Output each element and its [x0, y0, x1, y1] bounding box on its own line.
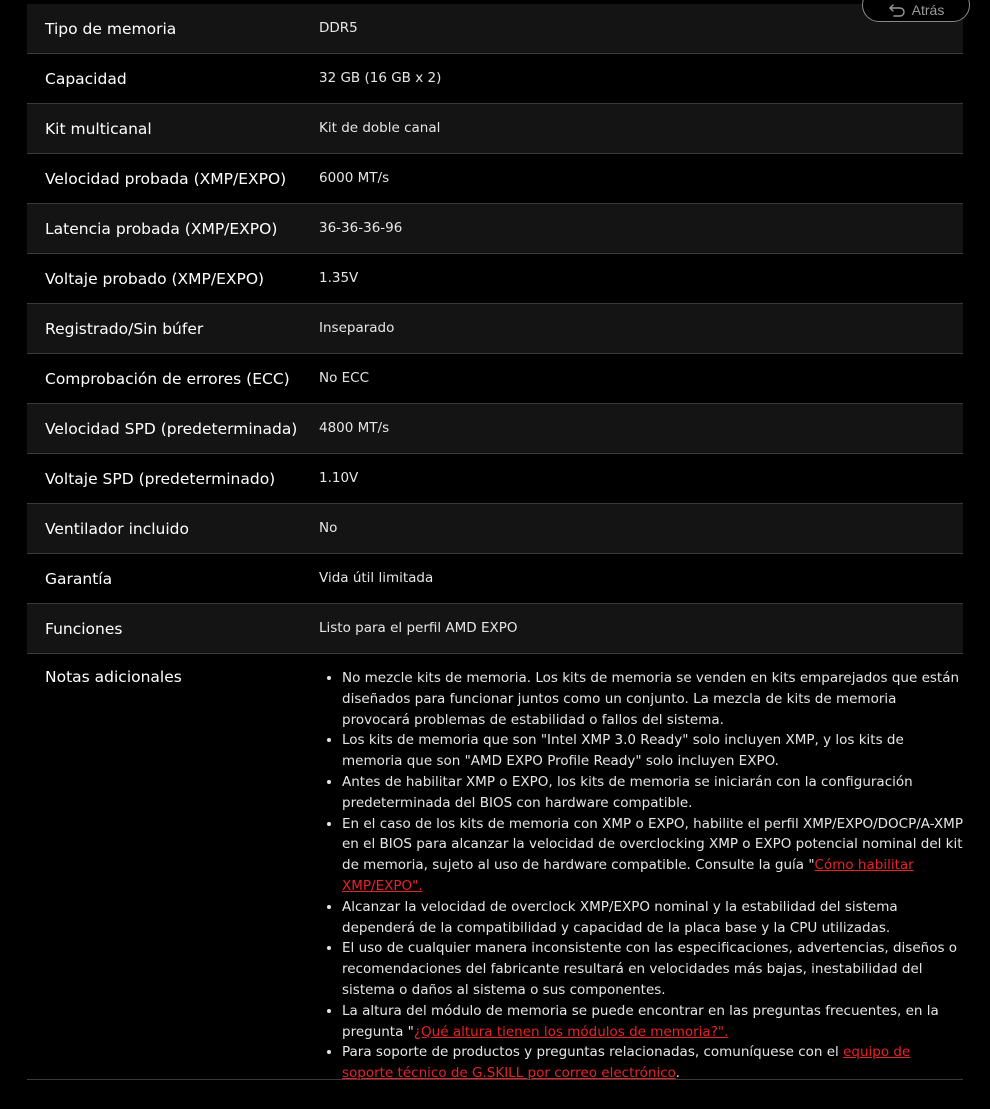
spec-value: 36-36-36-96 [319, 220, 403, 236]
spec-label: Latencia probada (XMP/EXPO) [45, 220, 278, 238]
spec-value: Listo para el perfil AMD EXPO [319, 620, 518, 636]
spec-value: No ECC [319, 370, 370, 386]
spec-row [27, 304, 963, 354]
spec-row [27, 454, 963, 504]
spec-row [27, 1, 963, 54]
spec-row [27, 354, 963, 404]
spec-value: Inseparado [319, 320, 395, 336]
spec-rows [27, 1, 963, 654]
spec-row [27, 554, 963, 604]
note-link[interactable]: ¿Qué altura tienen los módulos de memoria?". [413, 1023, 729, 1040]
note-text: En el caso de los kits de memoria con XMP o EXPO, habilite el perfil XMP/EXPO/DOCP/A-XMP en el BIOS para alcanzar la velocidad de overclocking XMP o EXPO potencial nominal del kit de memoria, sujeto al uso de hardware compatible. Consulte la guía " [342, 815, 963, 874]
note-item [342, 938, 963, 1000]
spec-value: DDR5 [319, 20, 358, 36]
spec-row [27, 504, 963, 554]
note-item [342, 1042, 963, 1084]
note-link[interactable]: equipo de soporte técnico de G.SKILL por correo electrónico [342, 1044, 911, 1082]
spec-row [27, 104, 963, 154]
spec-value: 1.10V [319, 470, 359, 486]
note-item [342, 814, 963, 897]
spec-label: Funciones [45, 620, 123, 638]
spec-row [27, 404, 963, 454]
back-button-label: Atrás [911, 1, 945, 18]
back-button[interactable] [862, 0, 970, 22]
note-text: Antes de habilitar XMP o EXPO, los kits de memoria se iniciarán con la configuración predeterminada del BIOS con hardware compatible. [342, 773, 913, 811]
spec-row [27, 54, 963, 104]
spec-value: 32 GB (16 GB x 2) [319, 70, 442, 86]
note-text: Alcanzar la velocidad de overclock XMP/EXPO nominal y la estabilidad del sistema dependerá de la compatibilidad y capacidad de la placa base y la CPU utilizadas. [342, 898, 898, 936]
notes-label: Notas adicionales [45, 668, 182, 686]
note-text: Para soporte de productos y preguntas relacionadas, comuníquese con el [342, 1044, 844, 1061]
note-item [342, 1001, 963, 1043]
spec-row [27, 204, 963, 254]
note-item [342, 730, 963, 772]
spec-value: Vida útil limitada [319, 570, 434, 586]
spec-row [27, 154, 963, 204]
spec-label: Velocidad SPD (predeterminada) [45, 420, 298, 438]
spec-label: Comprobación de errores (ECC) [45, 370, 290, 388]
spec-label: Velocidad probada (XMP/EXPO) [45, 170, 287, 188]
spec-table [27, 1, 963, 1082]
spec-label: Garantía [45, 570, 113, 588]
note-item [342, 772, 963, 814]
note-text-after: . [675, 1065, 680, 1082]
note-link[interactable]: Cómo habilitar XMP/EXPO". [342, 857, 914, 894]
notes-list [319, 654, 963, 1082]
note-text: El uso de cualquier manera inconsistente con las especificaciones, advertencias, diseños o recomendaciones del fabricante resultará en velocidades más bajas, inestabilidad del sistema o daños al sistema o sus componentes. [342, 940, 958, 998]
spec-label: Ventilador incluido [45, 520, 189, 538]
spec-row [27, 604, 963, 654]
note-text: No mezcle kits de memoria. Los kits de memoria se venden en kits emparejados que están diseñados para funcionar juntos como un conjunto. La mezcla de kits de memoria provocará problemas de estabilidad o fallos del sistema. [342, 670, 960, 728]
spec-label: Voltaje SPD (predeterminado) [45, 470, 276, 488]
spec-label: Capacidad [45, 70, 127, 88]
spec-value: 1.35V [319, 270, 359, 286]
spec-value: 6000 MT/s [319, 170, 390, 186]
undo-arrow-icon [888, 3, 906, 17]
spec-label: Registrado/Sin búfer [45, 320, 204, 338]
note-item [342, 897, 963, 939]
spec-label: Tipo de memoria [45, 20, 177, 38]
spec-row [27, 254, 963, 304]
note-text: Los kits de memoria que son "Intel XMP 3.0 Ready" solo incluyen XMP, y los kits de memoria que son "AMD EXPO Profile Ready" solo incluyen EXPO. [342, 732, 904, 770]
spec-value: Kit de doble canal [319, 120, 441, 136]
spec-value: No [319, 520, 338, 536]
note-item [342, 668, 963, 730]
spec-label: Voltaje probado (XMP/EXPO) [45, 270, 265, 288]
note-text: La altura del módulo de memoria se puede encontrar en las preguntas frecuentes, en la pregunta " [342, 1002, 939, 1040]
spec-label: Kit multicanal [45, 120, 152, 138]
notes-row [27, 654, 963, 1080]
spec-value: 4800 MT/s [319, 420, 390, 436]
